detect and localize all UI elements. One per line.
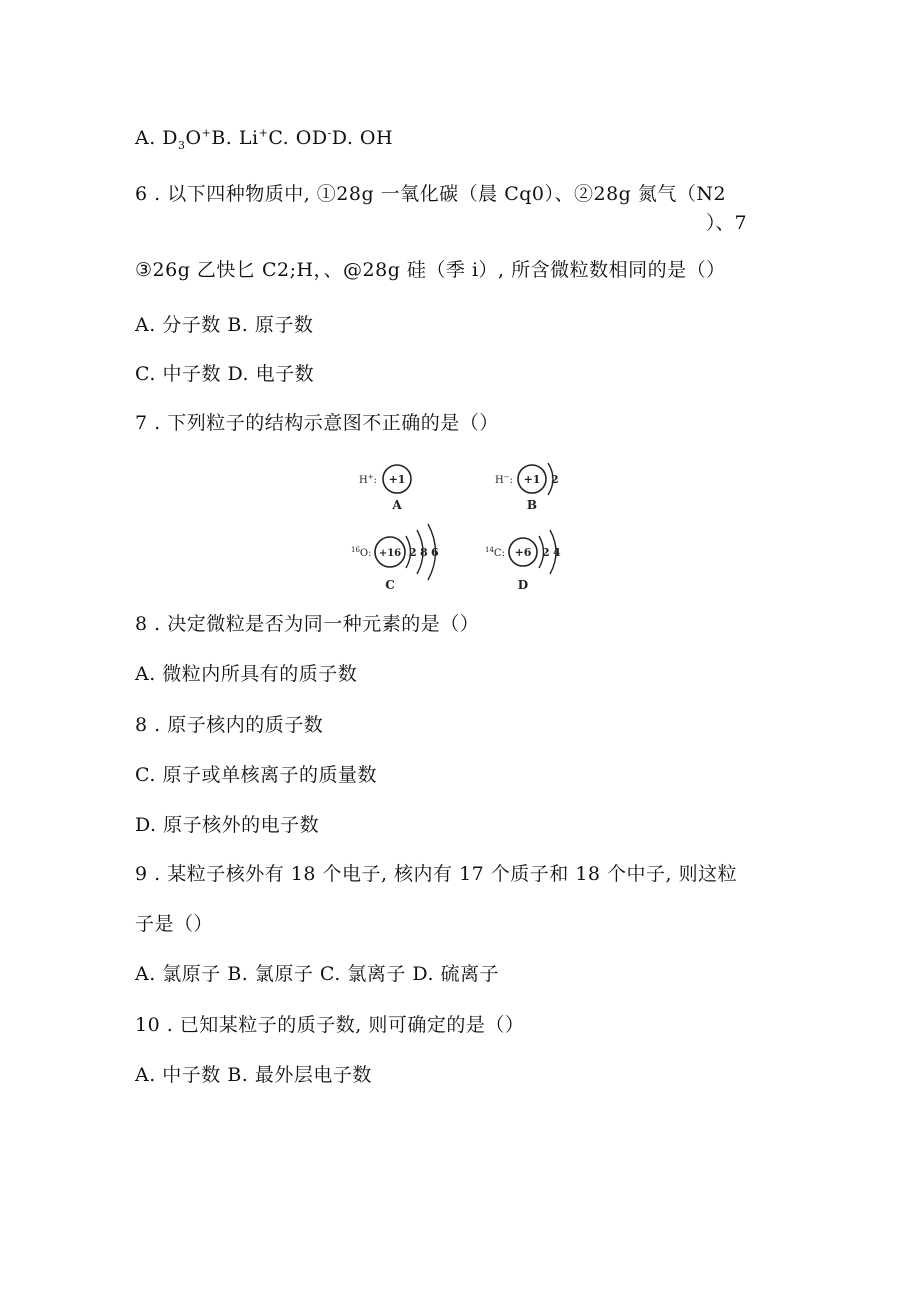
q6-stem-continuation: ）、7: [706, 212, 747, 234]
q5-option-a: A. D: [135, 127, 179, 149]
q5-option-b: B. Li: [211, 127, 259, 149]
diagram-b-label: B: [526, 498, 538, 512]
diagram-c-label: C: [385, 578, 395, 592]
diagram-a-species: H+:: [359, 473, 377, 486]
q6-stem-line2: ③26g 乙快匕 C2;H，、@28g 硅（季 i）, 所含微粒数相同的是（）: [135, 259, 726, 281]
diagram-d-shell-2-count: 4: [553, 546, 561, 559]
q9-options: A. 氯原子 B. 氯原子 C. 氯离子 D. 硫离子: [135, 963, 500, 985]
diagram-c-nucleus-charge: +16: [378, 548, 402, 559]
q8-option-b: 8 . 原子核内的质子数: [135, 714, 324, 736]
q10-options-ab: A. 中子数 B. 最外层电子数: [135, 1064, 372, 1086]
diagram-c-shell-2-count: 8: [420, 546, 428, 559]
q7-stem: 7 . 下列粒子的结构示意图不正确的是（）: [135, 412, 499, 434]
diagram-b-nucleus-charge: +1: [523, 473, 541, 486]
diagram-c: [351, 524, 439, 592]
diagram-d-species: $^{14}$C:: [485, 546, 505, 559]
diagram-d-shell-1-count: 2: [542, 546, 550, 559]
q5-option-c: C. OD: [268, 127, 328, 149]
diagram-d-label: D: [517, 578, 529, 592]
atomic-structure-diagram: [345, 452, 585, 597]
diagram-c-species: $^{16}$O:: [351, 546, 372, 559]
q6-stem-line1: 6 . 以下四种物质中, ①28g 一氧化碳（晨 Cq0）、②28g 氮气（N2: [135, 183, 727, 205]
q8-stem: 8 . 决定微粒是否为同一种元素的是（）: [135, 613, 480, 635]
diagram-a-nucleus-charge: +1: [388, 473, 406, 486]
diagram-d: [485, 530, 561, 592]
q8-option-a: A. 微粒内所具有的质子数: [135, 663, 358, 685]
diagram-a-label: A: [392, 498, 402, 512]
q9-stem-line2: 子是（）: [135, 913, 214, 935]
q5-option-d: D. OH: [331, 127, 394, 149]
q8-option-c: C. 原子或单核离子的质量数: [135, 764, 377, 786]
diagram-b-species: H−:: [495, 473, 513, 486]
q8-option-d: D. 原子核外的电子数: [135, 814, 320, 836]
q5-options: A. $D_3O^+B$. Li+C. OD-D. OH: [135, 126, 394, 152]
q9-stem-line1: 9 . 某粒子核外有 18 个电子, 核内有 17 个质子和 18 个中子, 则这粒: [135, 863, 738, 885]
diagram-b-shell-1-count: 2: [551, 473, 559, 486]
q6-options-ab: A. 分子数 B. 原子数: [135, 314, 314, 336]
q10-stem: 10 . 已知某粒子的质子数, 则可确定的是（）: [135, 1014, 525, 1036]
diagram-d-nucleus-charge: +6: [514, 546, 532, 559]
diagram-c-shell-1-count: 2: [409, 546, 417, 559]
diagram-b: [495, 463, 559, 512]
q6-options-cd: C. 中子数 D. 电子数: [135, 363, 315, 385]
diagram-a: [359, 465, 411, 512]
diagram-c-shell-3-count: 6: [431, 546, 439, 559]
